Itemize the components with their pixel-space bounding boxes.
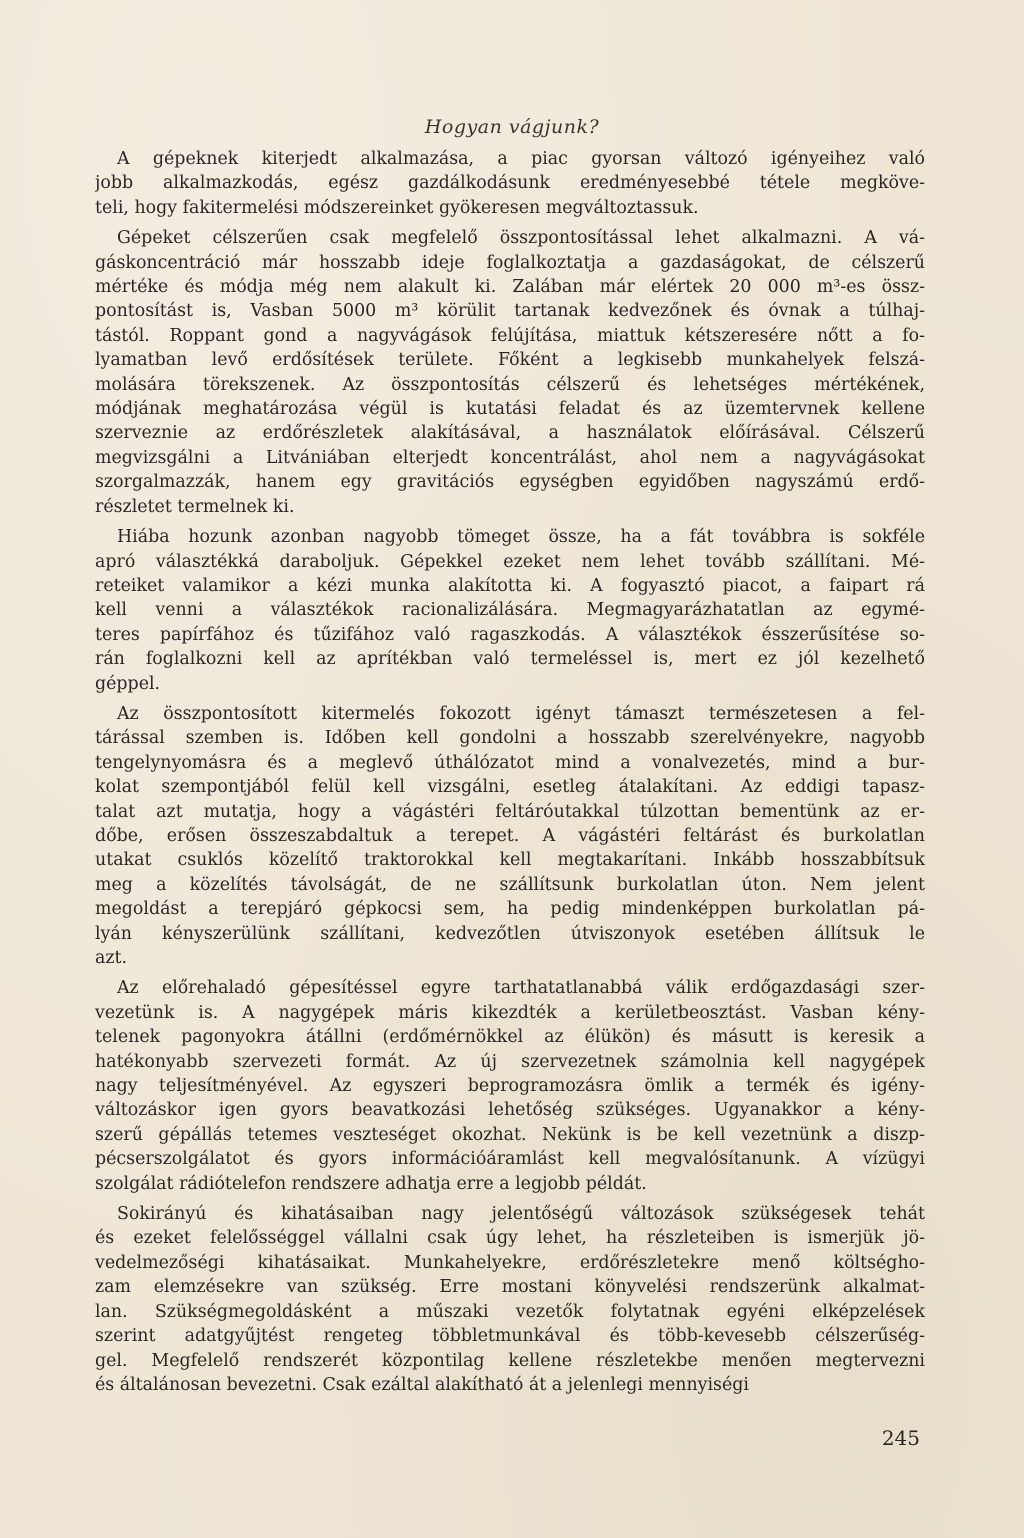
paragraph (95, 702, 925, 970)
text-line: szorgalmazzák, hanem egy gravitációs egységben egyidőben nagyszámú erdő- (95, 472, 925, 493)
text-line: változáskor igen gyors beavatkozási lehetőség szükséges. Ugyanakkor a kény- (95, 1100, 925, 1121)
text-line: gel. Megfelelő rendszerét központilag kellene részletekbe menően megtervezni (95, 1350, 925, 1371)
text-line: és általánosan bevezetni. Csak ezáltal alakítható át a jelenlegi mennyiségi (95, 1374, 749, 1395)
text-line: Az előrehaladó gépesítéssel egyre tarthatatlanabbá válik erdőgazdasági szer- (117, 978, 925, 999)
text-line: mértéke és módja még nem alakult ki. Zalában már elértek 20 000 m³-es össz- (95, 277, 925, 298)
text-line: részletet termelnek ki. (95, 496, 295, 517)
text-line: apró választékká daraboljuk. Gépekkel ezeket nem lehet tovább szállítani. Mé- (95, 551, 925, 572)
text-line: pontosítást is, Vasban 5000 m³ körülit tartanak kedvezőnek és óvnak a túlhaj- (95, 301, 925, 322)
page-number: 245 (881, 1426, 920, 1450)
paragraph (95, 147, 925, 220)
body-text (95, 147, 925, 1397)
text-line: szerveznie az erdőrészletek alakításával, a használatok előírásával. Célszerű (95, 423, 925, 444)
text-line: és ezeket felelősséggel vállalni csak úgy lehet, ha részleteiben is ismerjük jö- (95, 1228, 925, 1249)
text-line: teli, hogy fakitermelési módszereinket gyökeresen megváltoztassuk. (95, 197, 699, 218)
text-line: tástól. Roppant gond a nagyvágások felújítása, miattuk kétszeresére nőtt a fo- (95, 325, 925, 346)
text-line: szolgálat rádiótelefon rendszere adhatja erre a legjobb példát. (95, 1173, 647, 1194)
text-line: lyán kényszerülünk szállítani, kedvezőtlen útviszonyok esetében állítsuk le (95, 923, 925, 944)
text-line: megoldást a terepjáró gépkocsi sem, ha pedig mindenképpen burkolatlan pá- (95, 899, 925, 920)
text-line: vezetünk is. A nagygépek máris kikezdték a kerületbeosztást. Vasban kény- (95, 1002, 925, 1023)
paragraph (95, 525, 925, 696)
text-line: meg a közelítés távolságát, de ne szállítsunk burkolatlan úton. Nem jelent (95, 874, 925, 895)
text-line: gáskoncentráció már hosszabb ideje foglalkoztatja a gazdaságokat, de célszerű (95, 252, 925, 273)
text-line: A gépeknek kiterjedt alkalmazása, a piac gyorsan változó igényeihez való (117, 149, 925, 169)
paragraph (95, 1202, 925, 1397)
text-line: tengelynyomásra és a meglevő úthálózatot mind a vonalvezetés, mind a bur- (95, 752, 925, 773)
text-line: dőbe, erősen összeszabdaltuk a terepet. A vágástéri feltárást és burkolatlan (95, 825, 925, 846)
text-line: szerű gépállás tetemes veszteséget okozhat. Nekünk is be kell vezetnünk a diszp- (95, 1124, 925, 1145)
text-line: pécserszolgálatot és gyors információáramlást kell megvalósítanunk. A vízügyi (95, 1149, 925, 1170)
text-line: nagy teljesítményével. Az egyszeri beprogramozásra ömlik a termék és igény- (95, 1076, 925, 1097)
text-line: szerint adatgyűjtést rengeteg többletmunkával és több-kevesebb célszerűség- (95, 1326, 925, 1347)
paragraph (95, 976, 925, 1196)
text-line: kolat szempontjából felül kell vizsgálni, esetleg átalakítani. Az eddigi tapasz- (95, 777, 925, 798)
text-line: Az összpontosított kitermelés fokozott igényt támaszt természetesen a fel- (117, 703, 925, 724)
text-line: géppel. (95, 673, 161, 694)
running-header: Hogyan vágjunk? (424, 116, 600, 138)
text-line: telenek pagonyokra átállni (erdőmérnökkel az élükön) és másutt is keresik a (95, 1027, 925, 1048)
paragraph (95, 226, 925, 519)
text-line: tárással szemben is. Időben kell gondolni a hosszabb szerelvényekre, nagyobb (95, 728, 925, 749)
text-line: azt. (95, 948, 128, 968)
text-line: utakat csuklós közelítő traktorokkal kell megtakarítani. Inkább hosszabbítsuk (95, 850, 925, 871)
text-line: lyamatban levő erdősítések területe. Főként a legkisebb munkahelyek felszá- (95, 350, 925, 371)
text-line: rán foglalkozni kell az aprítékban való termeléssel is, mert ez jól kezelhető (95, 649, 925, 670)
text-line: Sokirányú és kihatásaiban nagy jelentőségű változások szükségesek tehát (117, 1204, 925, 1225)
text-line: kell venni a választékok racionalizálására. Megmagyarázhatatlan az egymé- (95, 600, 925, 621)
text-line: molására törekszenek. Az összpontosítás célszerű és lehetséges mértékének, (95, 374, 925, 395)
text-line: hatékonyabb szervezeti formát. Az új szervezetnek számolnia kell nagygépek (95, 1051, 925, 1072)
text-line: talat azt mutatja, hogy a vágástéri feltáróutakkal túlzottan bementünk az er- (95, 801, 925, 822)
text-line: módjának meghatározása végül is kutatási feladat és az üzemtervnek kellene (95, 399, 925, 420)
text-line: Gépeket célszerűen csak megfelelő összpontosítással lehet alkalmazni. A vá- (117, 228, 925, 249)
text-line: vedelmezőségi kihatásaikat. Munkahelyekre, erdőrészletekre menő költségho- (95, 1252, 925, 1273)
text-line: Hiába hozunk azonban nagyobb tömeget össze, ha a fát továbbra is sokféle (117, 527, 925, 548)
text-line: teres papírfához és tűzifához való ragaszkodás. A választékok ésszerűsítése so- (95, 624, 925, 645)
text-line: reteiket valamikor a kézi munka alakította ki. A fogyasztó piacot, a faipart rá (95, 575, 925, 596)
text-line: lan. Szükségmegoldásként a műszaki vezetők folytatnak egyéni elképzelések (95, 1301, 925, 1322)
text-line: zam elemzésekre van szükség. Erre mostani könyvelési rendszerünk alkalmat- (95, 1277, 925, 1298)
text-line: megvizsgálni a Litvániában elterjedt koncentrálást, ahol nem a nagyvágásokat (95, 447, 925, 468)
text-line: jobb alkalmazkodás, egész gazdálkodásunk eredményesebbé tétele megköve- (95, 173, 925, 194)
